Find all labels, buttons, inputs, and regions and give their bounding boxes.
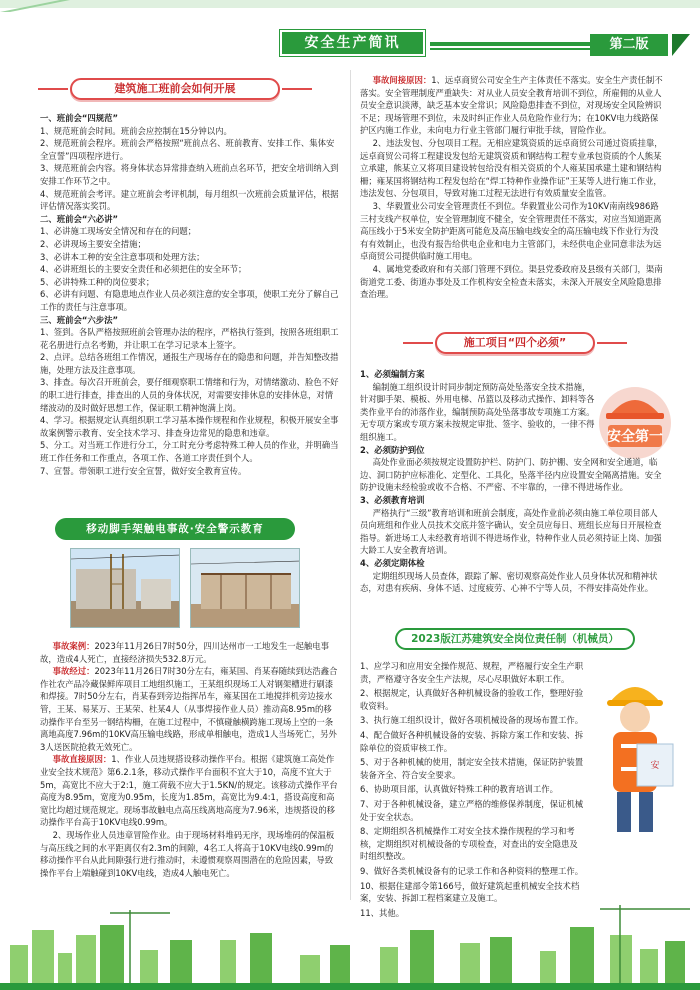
section-title-preshift-meeting: 建筑施工班前会如何开展 xyxy=(70,78,280,100)
accident-paragraph xyxy=(40,665,340,753)
svg-text:安: 安 xyxy=(650,761,660,771)
accident-label: 事故案例： xyxy=(52,641,95,651)
accident-paragraph xyxy=(360,74,665,137)
meeting-paragraph: 1、规范班前会时间。班前会应控制在15分钟以内。 xyxy=(40,125,232,136)
edition-corner xyxy=(672,34,690,56)
must-text: 严格执行“三级”教育培训和班前会制度，高处作业前必须由施工单位项目部人员向班组和作业人员技术交底并签字确认，安全员应每日、班组长应每日开展检查指导。新进场工人未经教育培训不得进场作业，特种作业人员必须持证上岗、加强大龄工人安全教育培训。 xyxy=(360,507,662,556)
must-text: 定期组织现场人员查体，跟踪了解、密切观察高处作业人员身体状况和精神状态，对患有疾病、身体不适、过度疲劳、心神不宁等人员，不得安排高处作业。 xyxy=(360,570,658,594)
accident-text: 1、作业人员违规搭设移动操作平台。根据《建筑施工高处作业安全技术规范》第6.2.1条，移动式操作平台面积不宜大于10，高度不宜大于5m，高宽比不应大于2:1，施工荷载不应大于1.5KN/的规定。该移动式操作平台高度为8.95m，宽度为0.95m，长度为1.85m，高宽比为9.4:1，搭设高度和高宽比均超过规范规定。现场事故触电点高压线离地高度为7.96米，违规搭设的移动操作平台高于10KV电线0.99m。 xyxy=(40,754,338,828)
mechanic-duties-body xyxy=(360,660,585,921)
meeting-paragraph: 4、学习。根据规定认真组织职工学习基本操作规程和作业规程，积极开展安全事故案例警示教育、安全技术学习、排查身边常见的隐患和违章。 xyxy=(40,415,339,438)
accident-paragraph xyxy=(360,263,665,301)
meeting-paragraph: 4、必讲班组长的主要安全责任和必须把住的安全环节； xyxy=(40,264,247,275)
meeting-paragraph: 2、必讲现场主要安全措施； xyxy=(40,238,146,249)
duty-item: 6、协助项目部，认真做好特殊工种的教育培训工作。 xyxy=(360,784,558,795)
must-heading: 4、必须定期体检 xyxy=(360,557,425,568)
page-header xyxy=(0,0,700,62)
accident-paragraph xyxy=(360,200,665,263)
four-musts-body xyxy=(360,368,665,595)
meeting-paragraph: 5、分工。对当班工作进行分工，分工时充分考虑特殊工种人员的作业，并明确当班工作任务和工作重点，各项工作、各道工序责任到个人。 xyxy=(40,440,339,464)
section-title-four-musts: 施工项目“四个必须” xyxy=(435,332,595,354)
meeting-paragraph: 3、必讲本工种的安全注意事项和处理方法； xyxy=(40,251,205,262)
must-heading: 1、必须编制方案 xyxy=(360,369,425,379)
accident-paragraph xyxy=(40,640,340,665)
meeting-paragraph: 一、班前会“四规范” xyxy=(40,113,119,123)
header-rule xyxy=(430,42,590,46)
accident-text: 2023年11月26日7时30分左右，雍某国、肖某春随续到达浩鑫合作社农产品冷藏保鲜库项目工地组织施工，王某组织现场工人对钢架槽进行刷漆和焊接。7时50分左右，肖某春到旁边指挥吊车，雍某国在工地搅拌机旁边接水管，王某、易某万、王某荣、杜某4人（从事焊接作业人员）推动高8.95m的移动操作平台至另一钢结构柵，在施工过程中，不慎碰触横跨施工现场上空的一条离地高度7.96m的10KV高压输电线路，形成单相触电，造成1人当场死亡，另外3人送医院抢救无效死亡。 xyxy=(40,666,338,752)
accident-label: 事故间接原因： xyxy=(372,75,432,85)
meeting-paragraph: 4、规范班前会考评。建立班前会考评机制，每月组织一次班前会质量评估，根据评估情况落实奖罚。 xyxy=(40,188,339,212)
meeting-paragraph: 三、班前会“六步法” xyxy=(40,314,119,325)
duty-item: 4、配合做好各种机械设备的安装、拆除方案工作和安装、拆除单位的资质审核工作。 xyxy=(360,729,584,753)
meeting-paragraph: 2、规范班前会程序。班前会严格按照“班前点名、班前教育、安排工作、集体安全宣誓”四项程序进行。 xyxy=(40,138,335,161)
duty-item: 8、定期组织各机械操作工对安全技术操作规程的学习和考核，定期组织对机械设备的专项检查，对查出的安全隐患及时组织整改。 xyxy=(360,826,578,862)
footer-skyline xyxy=(0,905,700,990)
edition-label: 第二版 xyxy=(590,34,668,56)
newsletter-title: 安全生产简讯 xyxy=(280,30,425,56)
meeting-paragraph: 1、签到。各队严格按照班前会管理办法的程序，严格执行签到，按照各班组职工花名册进行点名考勤，并让职工在学习记录本上签字。 xyxy=(40,327,339,350)
must-text: 高处作业面必须按规定设置防护栏、防护门、防护棚、安全网和安全通道，临边、洞口防护应标准化、定型化、工具化，坠落半径内应设置安全隔离措施。安全防护设施未经检验或收不合格、不严密、不牢靠的，一律不得进场作业。 xyxy=(360,457,662,493)
meeting-paragraph: 7、宣誓。带领职工进行安全宣誓，做好安全教育宣传。 xyxy=(40,465,247,476)
preshift-meeting-body xyxy=(40,112,340,477)
must-heading: 3、必须教育培训 xyxy=(360,494,425,505)
accident-text: 2、现场作业人员违章冒险作业。由于现场材料堆码无序，现场堆码的保温板与高压线之间的水平距离仅有2.3m的间隙，4名工人将高于10KV电线0.99m的移动操作平台从此间隙强行进行推动时，未遵惯观察周围潜在的危险因素，导致操作平台上端触碰到10KV电线，造成4人触电死亡。 xyxy=(40,829,335,878)
accident-text: 1、远卓商贸公司安全生产主体责任不落实。安全生产责任制不落实。安全管理制度严重缺失：对从业人员安全教育培训不到位，所雇佣的从业人员安全意识淡薄，缺乏基本安全常识；风险隐患排查不到位，对现场安全风险辨识不足；现场管理不到位，未及时纠正作业人员危险作业行为；在10KV电力线路保护区内施工作业，未向电力行业主管部门履行审批手续，冒险作业。 xyxy=(360,75,663,136)
header-rule-thin xyxy=(430,48,590,50)
accident-paragraph xyxy=(40,829,340,879)
meeting-paragraph: 2、点评。总结各班组工作情况，通报生产现场存在的隐患和问题，并告知整改措施，处理方法及注意事项。 xyxy=(40,352,339,375)
must-text: 编制施工组织设计时同步制定预防高处坠落安全技术措施，针对脚手架、模板、外用电梯、吊篮以及移动式操作、卸料等各类作业平台的沛落作业，编制预防高处坠落事故专项施工方案。无专项方案或专项方案未按规定审批、签字、验收的，一律不得组织施工。 xyxy=(360,381,595,442)
duty-item: 11、其他。 xyxy=(360,907,405,918)
meeting-paragraph: 二、班前会“六必讲” xyxy=(40,213,119,224)
duty-item: 9、做好各类机械设备有的记录工作和各种资料的整理工作。 xyxy=(360,865,584,876)
duty-item: 3、执行施工组织设计，做好各项机械设备的现场布置工作。 xyxy=(360,715,584,726)
meeting-paragraph: 3、规范班前会内容。将身体状态异常排查纳入班前点名环节，把安全培训纳入到安排工作环节之中。 xyxy=(40,163,339,186)
accident-paragraph xyxy=(40,753,340,829)
duty-item: 5、对于各种机械的使用，制定安全技术措施，保证防护装置装备齐全、符合安全要求。 xyxy=(360,757,584,780)
meeting-paragraph: 6、必讲有问题、有隐患地点作业人员必须注意的安全事项，使职工充分了解自己工作的责任与注意事项。 xyxy=(40,289,339,312)
accident-text: 4、属地党委政府和有关部门管理不到位。渠县党委政府及县级有关部门，渠南街道党工委、街道办事处及工作机构安全检查未落实，未深入开展安全风险隐患排查治理。 xyxy=(360,263,663,300)
scaffold-accident-body xyxy=(40,640,340,879)
scaffold-photo-left xyxy=(70,548,180,628)
scaffold-photo-right xyxy=(190,548,300,628)
column-divider xyxy=(350,70,351,900)
meeting-paragraph: 1、必讲施工现场安全情况和存在的问题； xyxy=(40,226,197,237)
accident-label: 事故经过： xyxy=(52,666,95,677)
worker-illustration xyxy=(585,672,685,842)
duty-item: 10、根据住建部令第166号，做好建筑起重机械安全技术档案，安装、拆卸工程档案建立及施工。 xyxy=(360,880,580,904)
indirect-causes-body xyxy=(360,74,665,301)
accident-label: 事故直接原因： xyxy=(52,754,112,765)
must-heading: 2、必须防护到位 xyxy=(360,444,425,455)
duty-item: 7、对于各种机械设备，建立严格的维修保养制度，保证机械处于安全状态。 xyxy=(360,798,584,822)
accident-text: 3、华毅置业公司安全管理责任不到位。华毅置业公司作为10KV南南线986路三村支线产权单位，安全管理制度不健全，安全管理责任不落实，对应当知道距离高压线小于5米安全防护距离可能危及高压输电线安全的高压输电线下作业行为没有有效制止，也没有报告给供电企业和电力主管部门，未经供电企业同意非法为远卓商贸公司提供临时施工用电。 xyxy=(360,200,662,262)
accident-text: 2、违法发包、分包项目工程。无相应建筑资质的远卓商贸公司通过资质挂靠，远卓商贸公司将工程建设发包给无建筑资质和钢结构工程专业承包资质的个人熊某立承建，熊某立又将项目建设转包给没有相关资质的个人雍某国承建土建和钢结构柵；雍某国将钢结构工程发包给在“焊工特种作业操作证”王某等人进行施工作业，违法发包、分包项目，导致对施工过程无法进行有效质量安全监管。 xyxy=(360,137,663,199)
section-title-scaffold-accident: 移动脚手架触电事故·安全警示教育 xyxy=(55,518,295,540)
duty-item: 2、根据规定，认真做好各种机械设备的验收工作，整理好验收资料。 xyxy=(360,688,584,711)
meeting-paragraph: 3、排查。每次召开班前会，要仔细观察职工情绪和行为，对情绪激动、脸色不好的职工进行排查，排查出的人员的身体状况，对需要安排休息的安排休息，对情绪波动的及时做好思想工作，保证职工精神饱满上岗。 xyxy=(40,377,339,413)
accident-paragraph xyxy=(360,137,665,200)
accident-text: 2023年11月26日7时50分，四川达州市一工地发生一起触电事故，造成4人死亡，直接经济损失532.8万元。 xyxy=(40,641,329,664)
badge-text: 安全第一 xyxy=(607,429,663,445)
section-title-mechanic-duties: 2023版江苏建筑安全岗位责任制（机械员） xyxy=(395,628,635,650)
meeting-paragraph: 5、必讲特殊工种的岗位要求； xyxy=(40,276,155,287)
duty-item: 1、应学习和应用安全操作规范、规程，严格履行安全生产职责，严格遵守各安全生产法规，尽心尽职做好本职工作。 xyxy=(360,661,584,684)
